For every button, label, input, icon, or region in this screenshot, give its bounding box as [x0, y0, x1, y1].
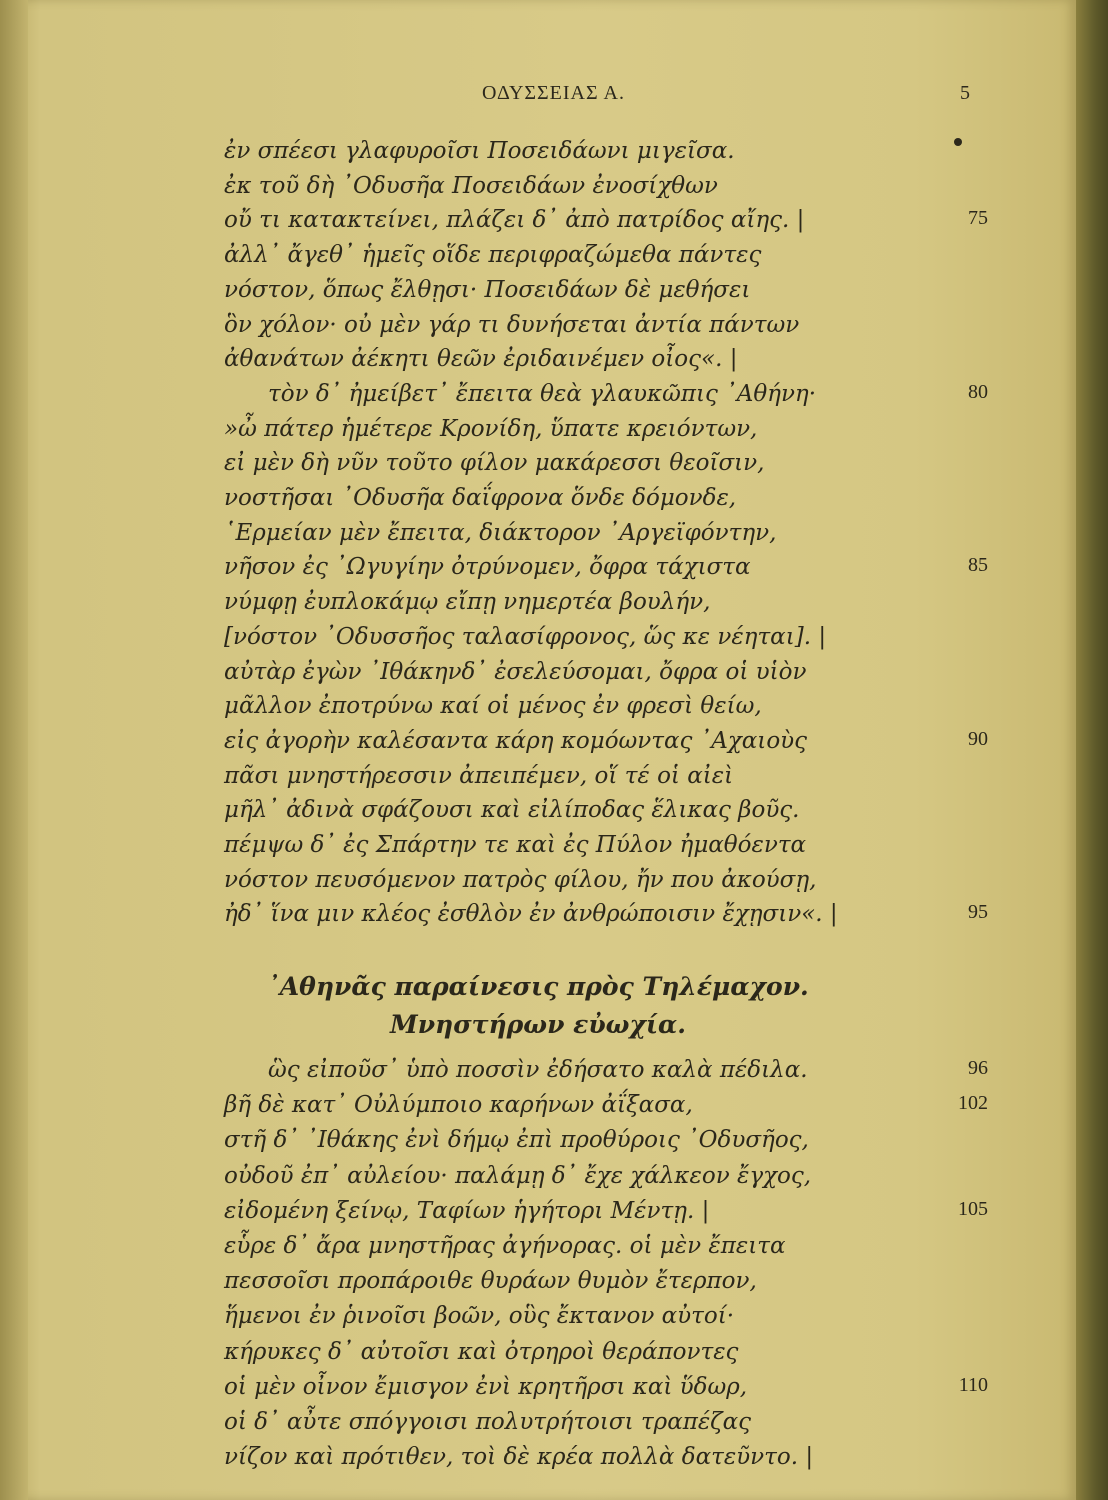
verse-text: εἰδομένη ξείνῳ, Ταφίων ἡγήτορι Μέντῃ. |	[224, 1197, 710, 1224]
verse-line	[0, 1339, 1000, 1373]
verse-text: »ὦ πάτερ ἡμέτερε Κρονίδη, ὕπατε κρειόντων,	[224, 415, 758, 442]
verse-text: ἀλλ᾽ ἄγεθ᾽ ἡμεῖς οἵδε περιφραζώμεθα πάντες	[224, 242, 762, 269]
verse-line	[0, 554, 1000, 588]
line-number: 80	[968, 380, 988, 403]
line-number: 75	[968, 207, 988, 230]
verse-line	[0, 485, 1000, 519]
verse-line	[0, 138, 1000, 172]
verse-text: πεσσοῖσι προπάροιθε θυράων θυμὸν ἔτερπον,	[224, 1268, 757, 1295]
verse-text: βῆ δὲ κατ᾽ Οὐλύμποιο καρήνων ἀΐξασα,	[224, 1092, 693, 1119]
verse-text: ἐκ τοῦ δὴ ᾽Οδυσῆα Ποσειδάων ἐνοσίχθων	[224, 172, 718, 199]
verse-line	[0, 381, 1000, 415]
book-edge	[1076, 0, 1108, 1500]
verse-text: πέμψω δ᾽ ἐς Σπάρτην τε καὶ ἐς Πύλον ἠμαθόεντα	[224, 832, 807, 858]
line-number: 102	[958, 1092, 988, 1115]
verse-text: μᾶλλον ἐποτρύνω καί οἱ μένος ἐν φρεσὶ θείω,	[224, 693, 762, 720]
verse-line	[0, 1374, 1000, 1408]
verse-text: νίζον καὶ πρότιθεν, τοὶ δὲ κρέα πολλὰ δατεῦντο. |	[224, 1444, 814, 1471]
verse-text: μῆλ᾽ ἀδινὰ σφάζουσι καὶ εἰλίποδας ἕλικας βοῦς.	[224, 797, 800, 824]
verse-line	[0, 1303, 1000, 1337]
verse-line	[0, 346, 1000, 380]
page-number: 5	[960, 82, 970, 104]
verse-text: ἥμενοι ἐν ῥινοῖσι βοῶν, οὓς ἔκτανον αὐτοί·	[224, 1303, 735, 1330]
verse-line	[0, 1409, 1000, 1443]
verse-line	[0, 867, 1000, 901]
verse-line	[0, 1092, 1000, 1126]
verse-line	[0, 693, 1000, 727]
verse-text: πᾶσι μνηστήρεσσιν ἀπειπέμεν, οἵ τέ οἱ αἰεὶ	[224, 762, 734, 789]
line-number: 105	[958, 1197, 988, 1220]
verse-line	[0, 901, 1000, 935]
verse-text: νόστον, ὅπως ἔλθῃσι· Ποσειδάων δὲ μεθήσει	[224, 276, 751, 303]
line-number: 96	[968, 1057, 988, 1079]
verse-text: νόστον πευσόμενον πατρὸς φίλου, ἤν που ἀκούσῃ,	[224, 866, 817, 893]
verse-text: στῆ δ᾽ ᾽Ιθάκης ἐνὶ δήμῳ ἐπὶ προθύροις ᾽Οδυσῆος,	[224, 1127, 809, 1154]
running-header: ΟΔΥΣΣΕΙΑΣ Α.	[482, 82, 625, 104]
verse-line	[0, 659, 1000, 693]
verse-text: οὔ τι κατακτείνει, πλάζει δ᾽ ἀπὸ πατρίδος αἴης. |	[224, 207, 805, 234]
verse-text: νύμφῃ ἐυπλοκάμῳ εἴπῃ νημερτέα βουλήν,	[224, 589, 711, 616]
verse-text: κήρυκες δ᾽ αὐτοῖσι καὶ ὀτρηροὶ θεράποντες	[224, 1338, 739, 1365]
verse-text: οἱ δ᾽ αὖτε σπόγγοισι πολυτρήτοισι τραπέζας	[224, 1409, 752, 1435]
verse-line	[0, 797, 1000, 831]
verse-line	[0, 728, 1000, 762]
verse-text: ἀθανάτων ἀέκητι θεῶν ἐριδαινέμεν οἶος«. |	[224, 346, 738, 373]
verse-text: εἰ μὲν δὴ νῦν τοῦτο φίλον μακάρεσσι θεοῖσιν,	[224, 450, 765, 477]
line-number: 90	[968, 727, 988, 750]
line-number: 85	[968, 554, 988, 577]
verse-text: ἐν σπέεσι γλαφυροῖσι Ποσειδάωνι μιγεῖσα.	[224, 138, 735, 164]
verse-text: τὸν δ᾽ ἠμείβετ᾽ ἔπειτα θεὰ γλαυκῶπις ᾽Αθήνη·	[268, 380, 817, 407]
verse-line	[0, 1163, 1000, 1197]
verse-line	[0, 1444, 1000, 1478]
verse-line	[0, 1127, 1000, 1161]
verse-text: οἱ μὲν οἶνον ἔμισγον ἐνὶ κρητῆρσι καὶ ὕδωρ,	[224, 1373, 748, 1400]
verse-line	[0, 312, 1000, 346]
verse-line	[0, 520, 1000, 554]
verse-text: οὐδοῦ ἐπ᾽ αὐλείου· παλάμῃ δ᾽ ἔχε χάλκεον ἔγχος,	[224, 1162, 812, 1189]
section-heading-line1: ᾽Αθηνᾶς παραίνεσις πρὸς Τηλέμαχον.	[267, 972, 809, 1001]
verse-text: ὃν χόλον· οὐ μὲν γάρ τι δυνήσεται ἀντία πάντων	[224, 311, 800, 338]
verse-line	[0, 1233, 1000, 1267]
verse-line	[0, 416, 1000, 450]
section-heading-line2: Μνηστήρων εὐωχία.	[390, 1010, 686, 1039]
verse-line	[0, 589, 1000, 623]
verse-text: νοστῆσαι ᾽Οδυσῆα δαΐφρονα ὅνδε δόμονδε,	[224, 485, 737, 511]
verse-line	[0, 1198, 1000, 1232]
verse-text: ῾Ερμείαν μὲν ἔπειτα, διάκτορον ᾽Αργεϊφόντην,	[224, 519, 777, 546]
verse-text: [νόστον ᾽Οδυσσῆος ταλασίφρονος, ὥς κε νέηται]. |	[224, 623, 827, 650]
verse-line	[0, 450, 1000, 484]
verse-line	[0, 277, 1000, 311]
verse-text: ὣς εἰποῦσ᾽ ὑπὸ ποσσὶν ἐδήσατο καλὰ πέδιλα.	[268, 1057, 808, 1083]
verse-text: εὗρε δ᾽ ἄρα μνηστῆρας ἀγήνορας. οἱ μὲν ἔπειτα	[224, 1233, 786, 1259]
verse-line	[0, 242, 1000, 276]
verse-line	[0, 1057, 1000, 1091]
verse-line	[0, 173, 1000, 207]
verse-text: αὐτὰρ ἐγὼν ᾽Ιθάκηνδ᾽ ἐσελεύσομαι, ὄφρα οἱ υἱὸν	[224, 658, 807, 685]
verse-text: ἠδ᾽ ἵνα μιν κλέος ἐσθλὸν ἐν ἀνθρώποισιν ἔχῃσιν«. |	[224, 901, 838, 928]
verse-line	[0, 832, 1000, 866]
line-number: 95	[968, 901, 988, 924]
verse-text: νῆσον ἐς ᾽Ωγυγίην ὀτρύνομεν, ὄφρα τάχιστα	[224, 554, 751, 581]
verse-line	[0, 1268, 1000, 1302]
verse-text: εἰς ἀγορὴν καλέσαντα κάρη κομόωντας ᾽Αχαιοὺς	[224, 727, 808, 754]
line-number: 110	[958, 1373, 988, 1396]
verse-line	[0, 763, 1000, 797]
verse-line	[0, 207, 1000, 241]
verse-line	[0, 624, 1000, 658]
